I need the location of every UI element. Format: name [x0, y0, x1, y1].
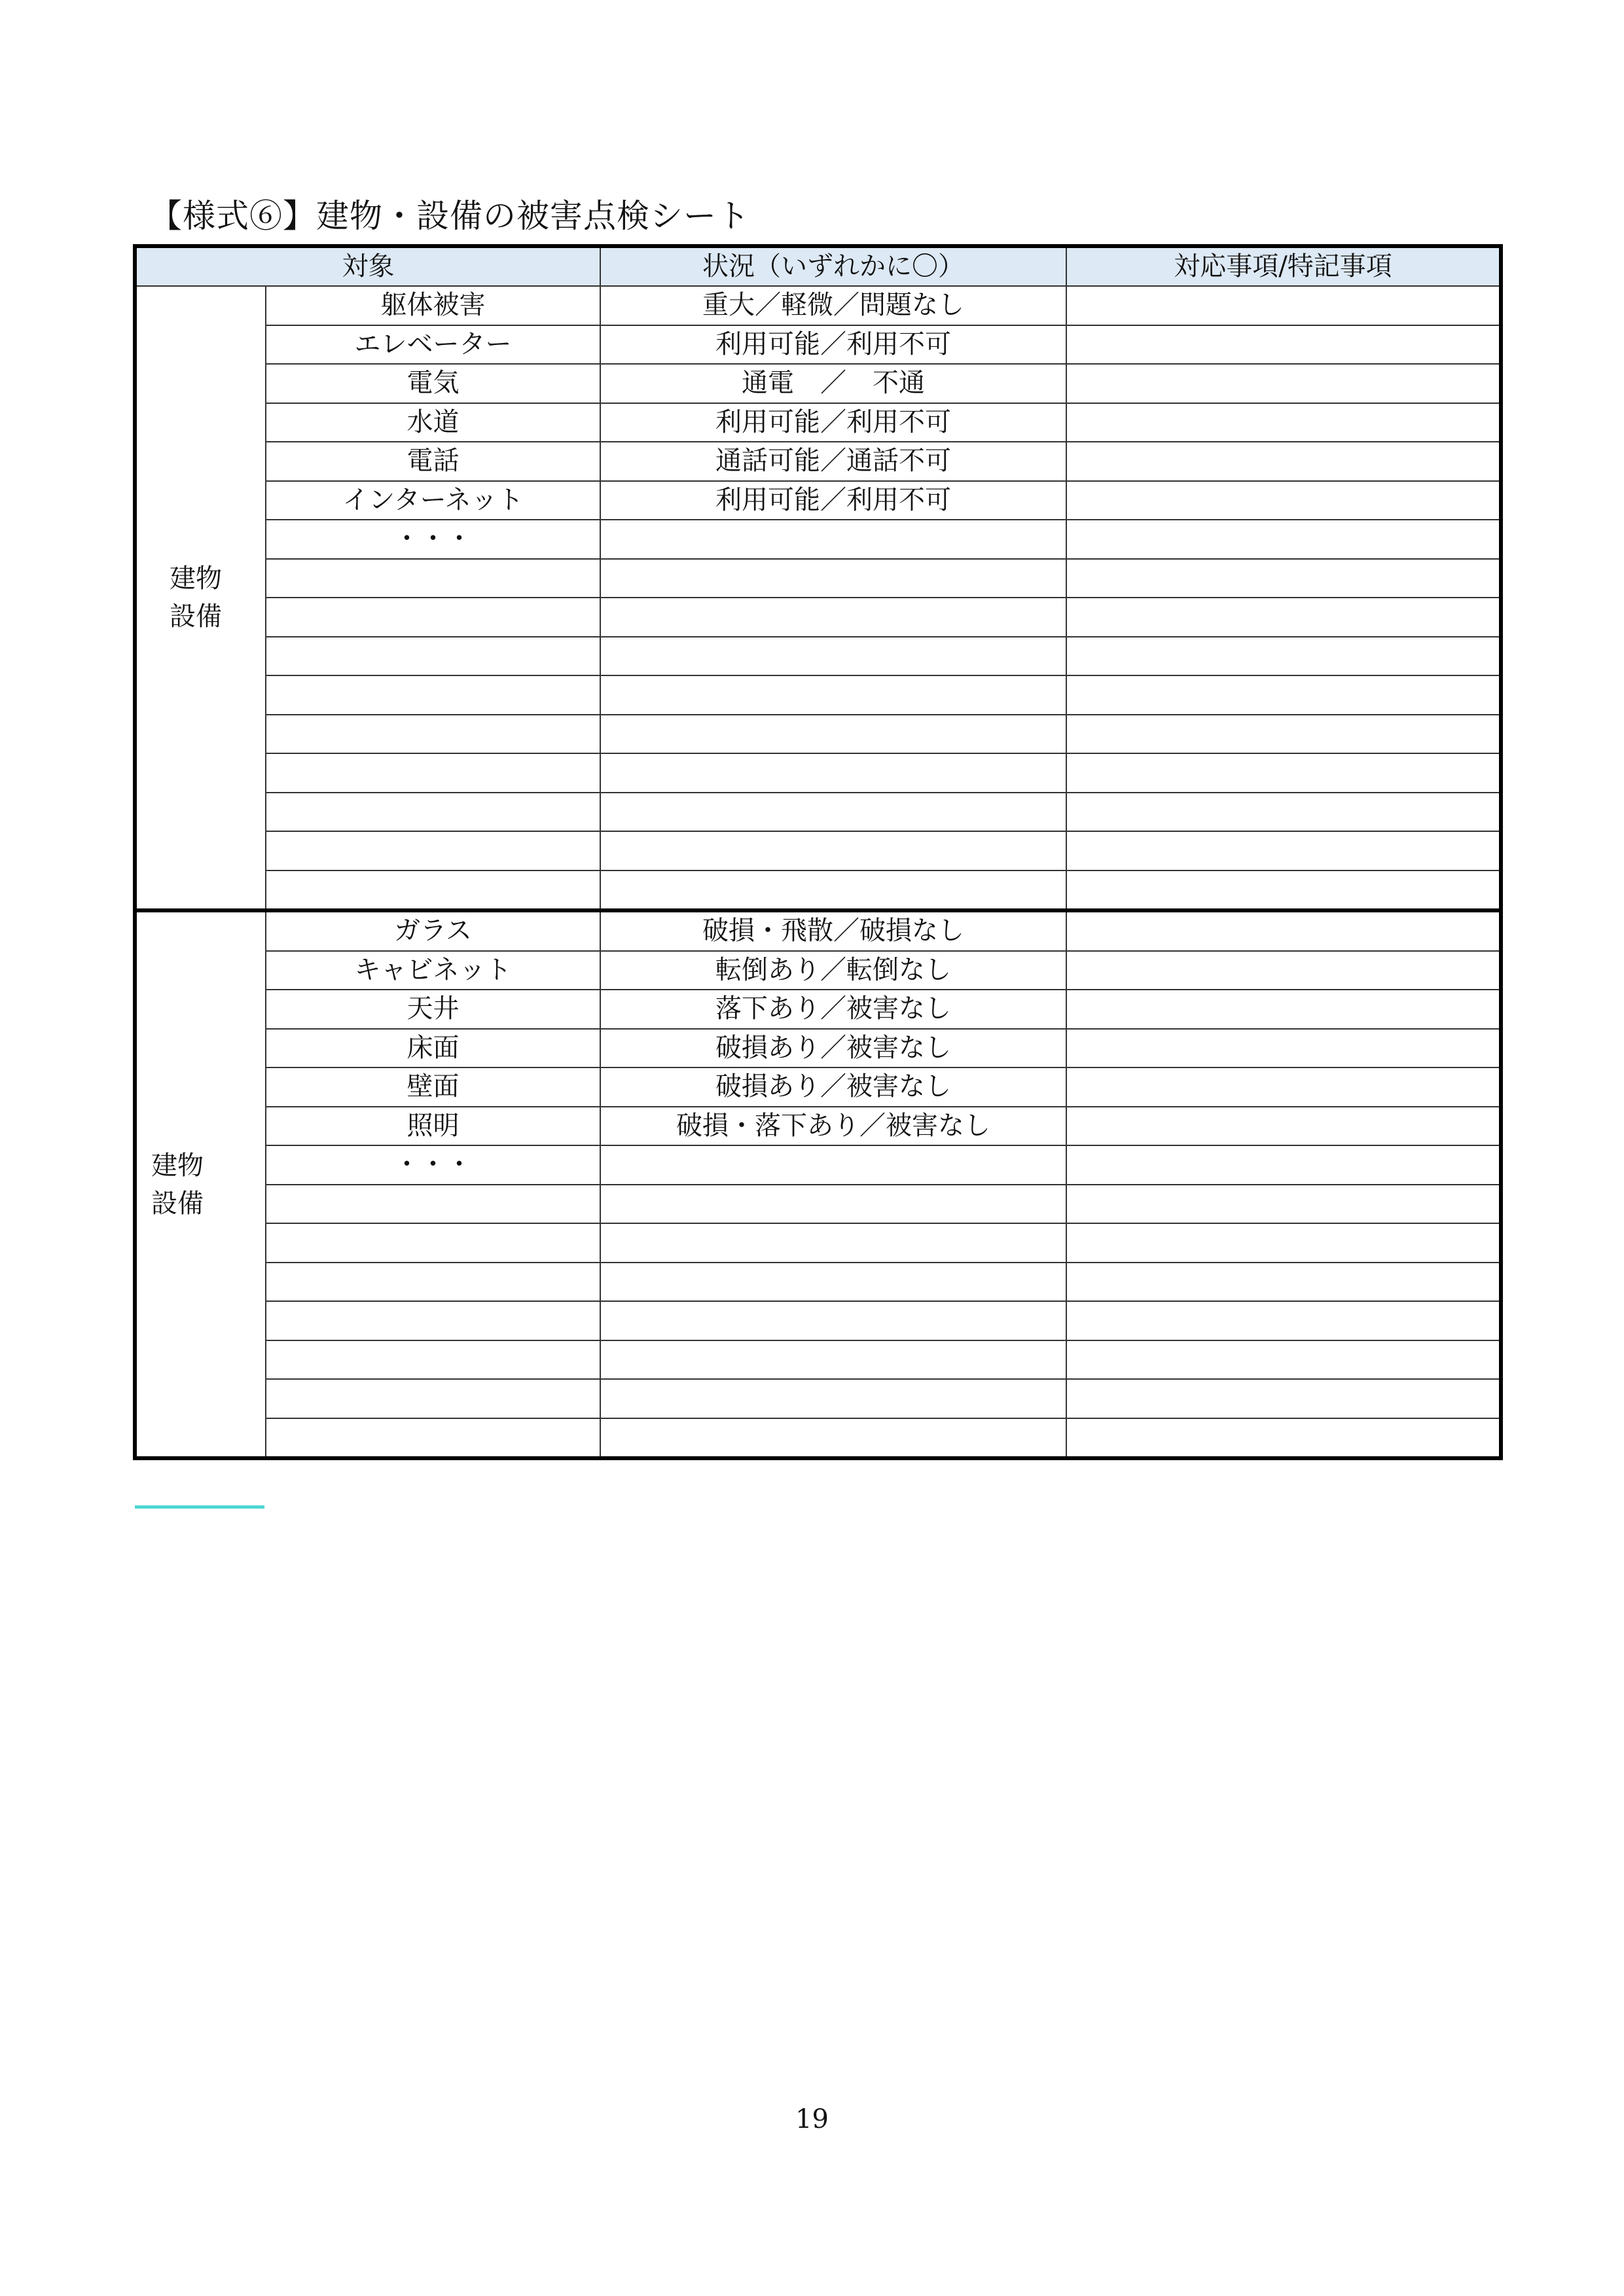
status-cell	[600, 715, 1066, 754]
status-cell: 利用可能／利用不可	[600, 481, 1066, 520]
status-cell: 落下あり／被害なし	[600, 990, 1066, 1029]
notes-cell[interactable]	[1066, 325, 1501, 365]
table-row	[135, 520, 1501, 559]
group-label-line: 建物	[151, 1150, 204, 1181]
notes-cell[interactable]	[1066, 910, 1501, 951]
status-cell: 通電 ／ 不通	[600, 364, 1066, 403]
notes-cell[interactable]	[1066, 1418, 1501, 1459]
notes-cell[interactable]	[1066, 951, 1501, 990]
table-row	[135, 910, 1501, 951]
table-row	[135, 831, 1501, 870]
group-label-line: 設備	[151, 1188, 204, 1219]
section-building-equipment-1	[135, 286, 1501, 910]
notes-cell[interactable]	[1066, 520, 1501, 559]
notes-cell[interactable]	[1066, 1145, 1501, 1185]
status-cell	[600, 1418, 1066, 1459]
table-row	[135, 1067, 1501, 1107]
item-cell: キャビネット	[266, 951, 600, 990]
item-cell: 照明	[266, 1107, 600, 1146]
item-cell	[266, 715, 600, 754]
status-cell	[600, 520, 1066, 559]
table-row	[135, 1379, 1501, 1418]
item-cell: インターネット	[266, 481, 600, 520]
table-row	[135, 1145, 1501, 1185]
accent-line	[135, 1505, 264, 1509]
status-cell: 破損・飛散／破損なし	[600, 910, 1066, 951]
item-cell	[266, 1301, 600, 1340]
page-title: 【様式⑥】建物・設備の被害点検シート	[149, 197, 750, 235]
status-cell: 破損あり／被害なし	[600, 1029, 1066, 1068]
item-cell	[266, 1340, 600, 1380]
notes-cell[interactable]	[1066, 364, 1501, 403]
table-row	[135, 286, 1501, 325]
table-row	[135, 675, 1501, 715]
notes-cell[interactable]	[1066, 870, 1501, 911]
notes-cell[interactable]	[1066, 1223, 1501, 1263]
status-cell	[600, 753, 1066, 793]
section-building-equipment-2	[135, 910, 1501, 1458]
group-label-cell	[135, 910, 266, 1458]
table-row	[135, 990, 1501, 1029]
status-cell: 破損あり／被害なし	[600, 1067, 1066, 1107]
item-cell: 天井	[266, 990, 600, 1029]
status-cell	[600, 831, 1066, 870]
status-cell	[600, 598, 1066, 637]
notes-cell[interactable]	[1066, 715, 1501, 754]
table-row	[135, 793, 1501, 832]
table-row	[135, 559, 1501, 598]
table-row	[135, 870, 1501, 911]
table-header-row	[135, 246, 1501, 286]
notes-cell[interactable]	[1066, 675, 1501, 715]
status-cell	[600, 1301, 1066, 1340]
status-cell: 利用可能／利用不可	[600, 403, 1066, 442]
notes-cell[interactable]	[1066, 403, 1501, 442]
table-row	[135, 637, 1501, 676]
item-cell: ・・・	[266, 520, 600, 559]
status-cell: 利用可能／利用不可	[600, 325, 1066, 365]
table-row	[135, 753, 1501, 793]
status-cell	[600, 1379, 1066, 1418]
notes-cell[interactable]	[1066, 598, 1501, 637]
table-row	[135, 951, 1501, 990]
item-cell: 壁面	[266, 1067, 600, 1107]
item-cell	[266, 1418, 600, 1459]
notes-cell[interactable]	[1066, 990, 1501, 1029]
item-cell	[266, 1379, 600, 1418]
header-notes: 対応事項/特記事項	[1066, 246, 1501, 286]
table-row	[135, 403, 1501, 442]
table-row	[135, 1263, 1501, 1302]
table-row	[135, 715, 1501, 754]
item-cell: 電話	[266, 442, 600, 481]
table-row	[135, 364, 1501, 403]
item-cell	[266, 831, 600, 870]
status-cell	[600, 637, 1066, 676]
item-cell: エレベーター	[266, 325, 600, 365]
item-cell	[266, 598, 600, 637]
status-cell: 通話可能／通話不可	[600, 442, 1066, 481]
notes-cell[interactable]	[1066, 1067, 1501, 1107]
status-cell	[600, 1223, 1066, 1263]
status-cell	[600, 1340, 1066, 1380]
notes-cell[interactable]	[1066, 1029, 1501, 1068]
notes-cell[interactable]	[1066, 753, 1501, 793]
notes-cell[interactable]	[1066, 793, 1501, 832]
notes-cell[interactable]	[1066, 1340, 1501, 1380]
table-row	[135, 1029, 1501, 1068]
status-cell	[600, 1185, 1066, 1224]
group-label-cell	[135, 286, 266, 910]
table-row	[135, 325, 1501, 365]
table-row	[135, 442, 1501, 481]
header-status: 状況（いずれかに〇）	[600, 246, 1066, 286]
damage-inspection-table	[133, 244, 1503, 1460]
table-row	[135, 1340, 1501, 1380]
status-cell	[600, 870, 1066, 911]
status-cell	[600, 675, 1066, 715]
item-cell	[266, 753, 600, 793]
status-cell	[600, 559, 1066, 598]
notes-cell[interactable]	[1066, 1185, 1501, 1224]
table-row	[135, 1185, 1501, 1224]
table-row	[135, 1301, 1501, 1340]
table-row	[135, 1107, 1501, 1146]
notes-cell[interactable]	[1066, 481, 1501, 520]
item-cell	[266, 870, 600, 911]
status-cell: 破損・落下あり／被害なし	[600, 1107, 1066, 1146]
item-cell	[266, 1263, 600, 1302]
status-cell	[600, 793, 1066, 832]
item-cell: 躯体被害	[266, 286, 600, 325]
item-cell: 床面	[266, 1029, 600, 1068]
table-row	[135, 481, 1501, 520]
notes-cell[interactable]	[1066, 1301, 1501, 1340]
item-cell	[266, 793, 600, 832]
status-cell	[600, 1263, 1066, 1302]
table-row	[135, 1418, 1501, 1459]
header-target: 対象	[135, 246, 600, 286]
table-row	[135, 598, 1501, 637]
notes-cell[interactable]	[1066, 286, 1501, 325]
notes-cell[interactable]	[1066, 1379, 1501, 1418]
notes-cell[interactable]	[1066, 637, 1501, 676]
item-cell	[266, 559, 600, 598]
notes-cell[interactable]	[1066, 1107, 1501, 1146]
status-cell: 重大／軽微／問題なし	[600, 286, 1066, 325]
item-cell	[266, 637, 600, 676]
item-cell	[266, 675, 600, 715]
group-label-line: 建物	[170, 564, 222, 594]
notes-cell[interactable]	[1066, 1263, 1501, 1302]
notes-cell[interactable]	[1066, 831, 1501, 870]
status-cell: 転倒あり／転倒なし	[600, 951, 1066, 990]
item-cell	[266, 1223, 600, 1263]
notes-cell[interactable]	[1066, 559, 1501, 598]
item-cell: ・・・	[266, 1145, 600, 1185]
table-row	[135, 1223, 1501, 1263]
item-cell: ガラス	[266, 910, 600, 951]
item-cell: 水道	[266, 403, 600, 442]
notes-cell[interactable]	[1066, 442, 1501, 481]
group-label-line: 設備	[170, 601, 222, 632]
page-number: 19	[795, 2104, 829, 2134]
item-cell: 電気	[266, 364, 600, 403]
item-cell	[266, 1185, 600, 1224]
status-cell	[600, 1145, 1066, 1185]
